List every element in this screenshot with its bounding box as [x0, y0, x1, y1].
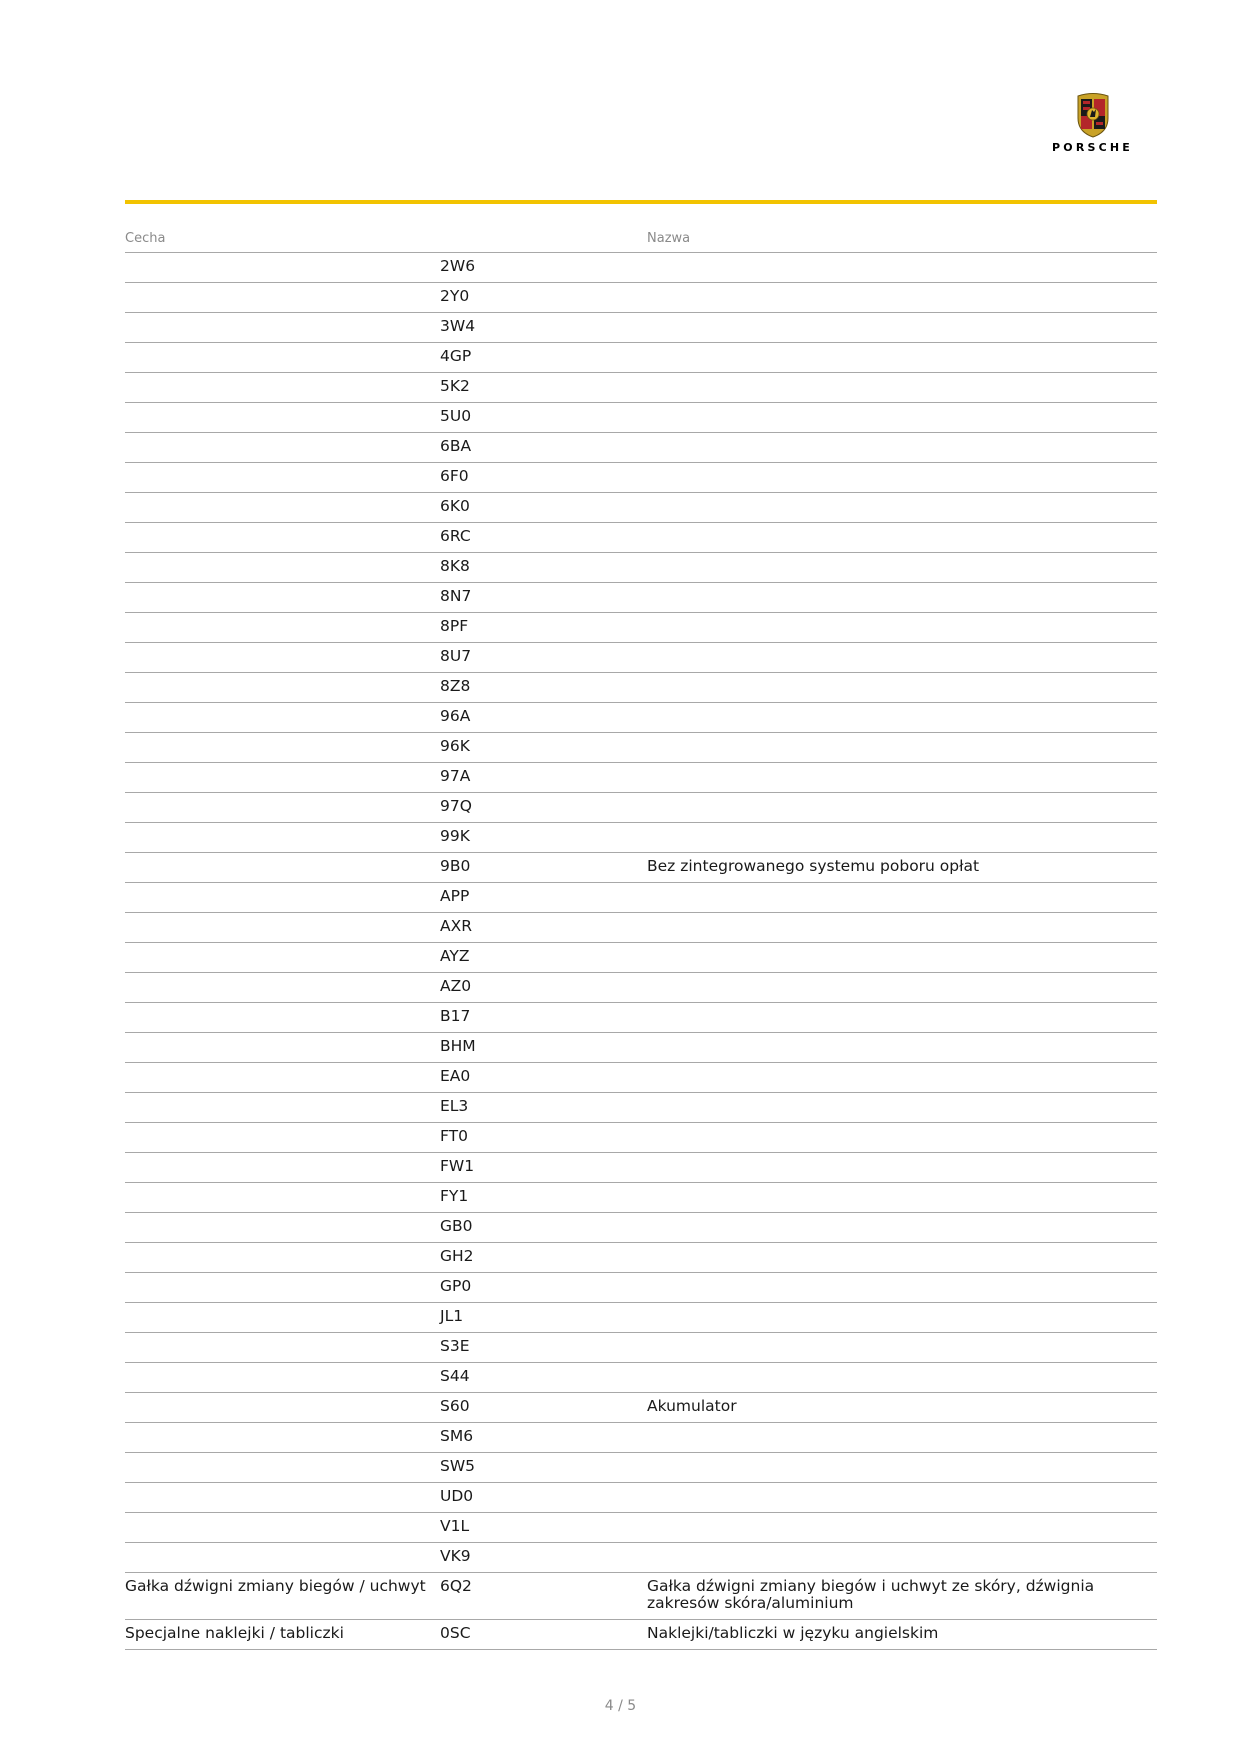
table-row	[125, 1393, 1157, 1423]
code-cell: 97Q	[440, 797, 472, 815]
code-cell: S3E	[440, 1337, 470, 1355]
table-row	[125, 1363, 1157, 1393]
name-cell: Bez zintegrowanego systemu poboru opłat	[647, 857, 980, 875]
table-row	[125, 373, 1157, 403]
code-cell: S44	[440, 1367, 470, 1385]
code-cell: AYZ	[440, 947, 470, 965]
name-cell: Naklejki/tabliczki w języku angielskim	[647, 1624, 939, 1642]
code-cell: 2Y0	[440, 287, 470, 305]
name-cell: Gałka dźwigni zmiany biegów i uchwyt ze skóry, dźwignia zakresów skóra/aluminium	[647, 1577, 1095, 1612]
code-cell: FY1	[440, 1187, 469, 1205]
table-row	[125, 1123, 1157, 1153]
code-cell: AXR	[440, 917, 472, 935]
table-row	[125, 913, 1157, 943]
table-row	[125, 1183, 1157, 1213]
table-row	[125, 613, 1157, 643]
porsche-crest-icon	[1076, 92, 1110, 138]
table-row	[125, 1483, 1157, 1513]
code-cell: 96A	[440, 707, 471, 725]
table-row	[125, 553, 1157, 583]
feature-cell: Specjalne naklejki / tabliczki	[125, 1624, 344, 1642]
column-header-feature: Cecha	[125, 231, 166, 246]
porsche-logo	[1030, 92, 1155, 162]
table-row	[125, 1213, 1157, 1243]
code-cell: 97A	[440, 767, 471, 785]
table-row	[125, 793, 1157, 823]
table-row	[125, 253, 1157, 283]
code-cell: FW1	[440, 1157, 475, 1175]
feature-cell: Gałka dźwigni zmiany biegów / uchwyt	[125, 1577, 426, 1595]
code-cell: 9B0	[440, 857, 471, 875]
code-cell: SM6	[440, 1427, 474, 1445]
header-accent-rule	[125, 200, 1157, 204]
table-row	[125, 1243, 1157, 1273]
table-row	[125, 1063, 1157, 1093]
table-row	[125, 1003, 1157, 1033]
code-cell: 0SC	[440, 1624, 471, 1642]
table-row	[125, 1573, 1157, 1620]
table-row	[125, 763, 1157, 793]
table-row	[125, 733, 1157, 763]
table-row	[125, 883, 1157, 913]
table-row	[125, 1303, 1157, 1333]
column-header-name: Nazwa	[647, 231, 691, 246]
name-cell: Akumulator	[647, 1397, 737, 1415]
table-row	[125, 523, 1157, 553]
table-row	[125, 583, 1157, 613]
code-cell: JL1	[440, 1307, 464, 1325]
table-row	[125, 643, 1157, 673]
code-cell: 2W6	[440, 257, 476, 275]
code-cell: 6F0	[440, 467, 469, 485]
table-row	[125, 433, 1157, 463]
code-cell: EA0	[440, 1067, 471, 1085]
code-cell: 8U7	[440, 647, 472, 665]
code-cell: 8N7	[440, 587, 472, 605]
code-cell: B17	[440, 1007, 471, 1025]
code-cell: S60	[440, 1397, 470, 1415]
table-row	[125, 313, 1157, 343]
code-cell: 4GP	[440, 347, 472, 365]
code-cell: FT0	[440, 1127, 468, 1145]
table-row	[125, 1153, 1157, 1183]
porsche-wordmark: PORSCHE	[1052, 141, 1133, 154]
code-cell: 99K	[440, 827, 470, 845]
table-row	[125, 943, 1157, 973]
code-cell: 5U0	[440, 407, 472, 425]
code-cell: 8Z8	[440, 677, 471, 695]
table-row	[125, 973, 1157, 1003]
table-row	[125, 283, 1157, 313]
code-cell: 6Q2	[440, 1577, 472, 1595]
code-cell: GH2	[440, 1247, 474, 1265]
code-cell: 6RC	[440, 527, 471, 545]
table-row	[125, 823, 1157, 853]
code-cell: 8PF	[440, 617, 469, 635]
code-cell: 6K0	[440, 497, 470, 515]
table-row	[125, 673, 1157, 703]
table-row	[125, 343, 1157, 373]
table-row	[125, 1273, 1157, 1303]
code-cell: GP0	[440, 1277, 472, 1295]
table-row	[125, 403, 1157, 433]
code-cell: AZ0	[440, 977, 472, 995]
table-row	[125, 463, 1157, 493]
code-cell: EL3	[440, 1097, 469, 1115]
code-cell: 3W4	[440, 317, 476, 335]
code-cell: APP	[440, 887, 470, 905]
table-row	[125, 703, 1157, 733]
code-cell: 8K8	[440, 557, 470, 575]
table-row	[125, 853, 1157, 883]
table-row	[125, 1513, 1157, 1543]
table-row	[125, 1543, 1157, 1573]
page-number: 4 / 5	[604, 1698, 637, 1714]
code-cell: 96K	[440, 737, 470, 755]
code-cell: UD0	[440, 1487, 474, 1505]
code-cell: 5K2	[440, 377, 470, 395]
table-row	[125, 1423, 1157, 1453]
code-cell: 6BA	[440, 437, 472, 455]
code-cell: SW5	[440, 1457, 476, 1475]
table-row	[125, 1620, 1157, 1650]
table-row	[125, 1333, 1157, 1363]
code-cell: BHM	[440, 1037, 476, 1055]
table-row	[125, 493, 1157, 523]
table-row	[125, 1093, 1157, 1123]
equipment-table	[125, 253, 1157, 1650]
table-row	[125, 1453, 1157, 1483]
code-cell: VK9	[440, 1547, 471, 1565]
code-cell: V1L	[440, 1517, 470, 1535]
table-row	[125, 1033, 1157, 1063]
code-cell: GB0	[440, 1217, 473, 1235]
